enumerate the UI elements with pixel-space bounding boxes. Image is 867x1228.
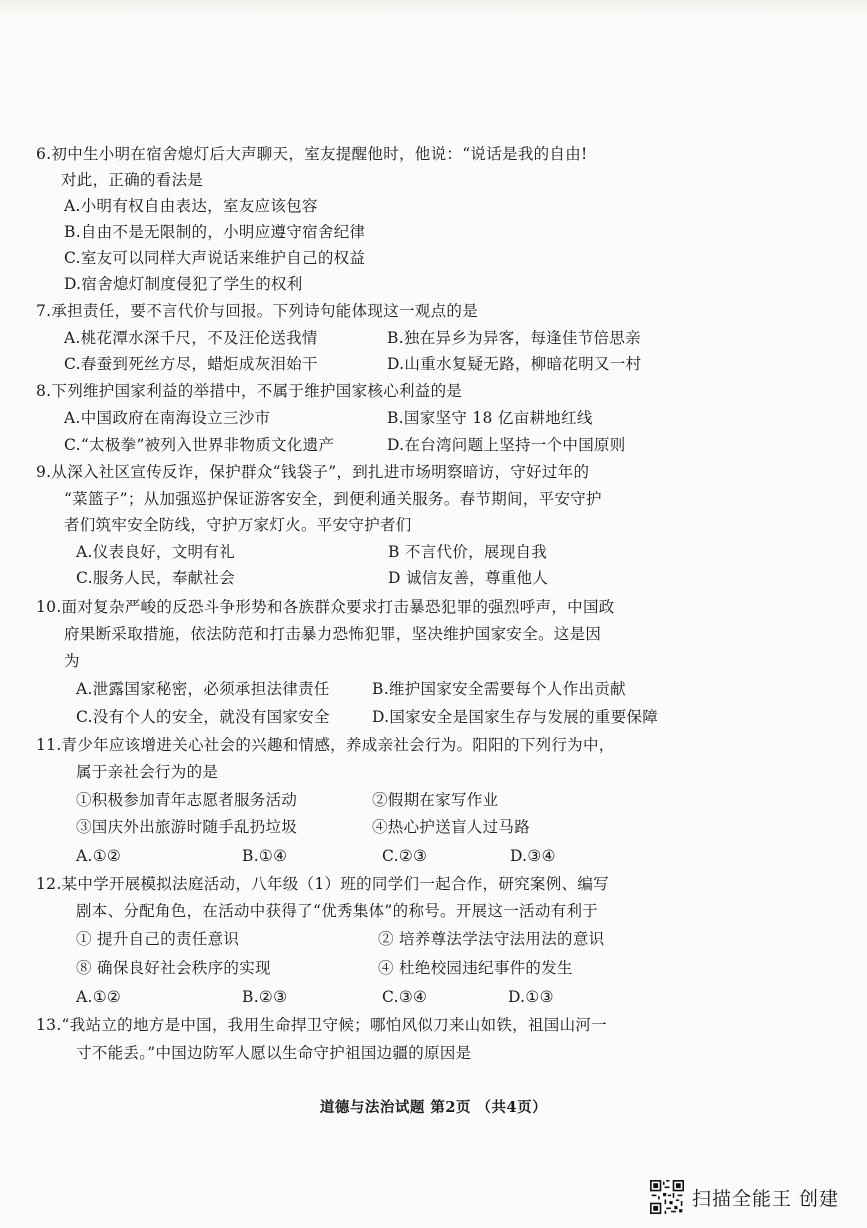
q13-stem-cont: 寸不能丢。”中国边防军人愿以生命守护祖国边疆的原因是 [76,1044,472,1062]
q11-statement-2: ②假期在家写作业 [372,791,499,809]
q11-statement-3: ③国庆外出旅游时随手乱扔垃圾 [76,818,298,836]
q7-option-b: B.独在异乡为异客，每逢佳节倍思亲 [387,329,641,347]
q10-option-c: C.没有个人的安全，就没有国家安全 [76,708,330,726]
scan-top-edge [0,0,867,14]
q10-option-a: A.泄露国家秘密，必须承担法律责任 [76,680,330,698]
q7-option-c: C.春蚕到死丝方尽，蜡炬成灰泪始干 [64,355,318,373]
q9-option-a: A.仪表良好，文明有礼 [76,543,235,561]
q9-stem-cont-2: 者们筑牢安全防线，守护万家灯火。平安守护者们 [64,516,412,534]
q12-statement-3: ⑧ 确保良好社会秩序的实现 [76,959,271,977]
q6-option-a: A.小明有权自由表达，室友应该包容 [64,197,318,215]
q10-stem: 10.面对复杂严峻的反恐斗争形势和各族群众要求打击暴恐犯罪的强烈呼声，中国政 [36,598,615,616]
q9-stem: 9.从深入社区宣传反诈，保护群众“钱袋子”，到扎进市场明察暗访，守好过年的 [36,463,590,481]
scanner-watermark [650,1180,839,1214]
q12-statement-1: ① 提升自己的责任意识 [76,930,240,948]
q12-option-b: B.②③ [242,988,288,1006]
q11-option-a: A.①② [76,847,122,865]
q9-option-c: C.服务人民，奉献社会 [76,569,236,587]
q12-stem: 12.某中学开展模拟法庭活动，八年级（1）班的同学们一起合作，研究案例、编写 [36,875,609,893]
q12-statement-4: ④ 杜绝校园违纪事件的发生 [378,959,573,977]
q6-stem-cont: 对此，正确的看法是 [61,171,204,189]
q12-option-c: C.③④ [382,988,428,1006]
qr-code-icon [650,1180,684,1214]
watermark-text: 扫描全能王 创建 [692,1187,840,1210]
q11-option-c: C.②③ [382,847,428,865]
q8-option-c: C.“太极拳”被列入世界非物质文化遗产 [64,436,335,454]
q11-statement-1: ①积极参加青年志愿者服务活动 [76,791,298,809]
q11-statement-4: ④热心护送盲人过马路 [372,818,531,836]
q11-stem: 11.青少年应该增进关心社会的兴趣和情感，养成亲社会行为。阳阳的下列行为中， [36,736,615,754]
q8-option-a: A.中国政府在南海设立三沙市 [64,409,271,427]
q11-option-d: D.③④ [510,847,556,865]
q8-option-b: B.国家坚守 18 亿亩耕地红线 [387,409,593,427]
q10-option-b: B.维护国家安全需要每个人作出贡献 [372,680,626,698]
page-footer: 道德与法治试题 第2页 （共4页） [319,1099,548,1116]
q6-stem: 6.初中生小明在宿舍熄灯后大声聊天，室友提醒他时，他说：“说话是我的自由! [36,145,588,163]
q13-stem: 13.“我站立的地方是中国，我用生命捍卫守候；哪怕风似刀来山如铁，祖国山河一 [36,1016,607,1034]
q9-option-b: B 不言代价，展现自我 [388,543,548,561]
q12-option-a: A.①② [76,988,122,1006]
q10-stem-cont-1: 府果断采取措施，依法防范和打击暴力恐怖犯罪，坚决维护国家安全。这是因 [64,625,602,643]
q12-stem-cont: 剧本、分配角色，在活动中获得了“优秀集体”的称号。开展这一活动有利于 [76,902,599,920]
q6-option-c: C.室友可以同样大声说话来维护自己的权益 [64,249,366,267]
q11-stem-cont: 属于亲社会行为的是 [76,763,219,781]
q7-option-d: D.山重水复疑无路，柳暗花明又一村 [387,355,642,373]
q6-option-b: B.自由不是无限制的，小明应遵守宿舍纪律 [64,223,366,241]
q9-stem-cont-1: “菜篮子”；从加强巡护保证游客安全，到便利通关服务。春节期间，平安守护 [64,490,602,508]
q12-statement-2: ② 培养尊法学法守法用法的意识 [378,930,605,948]
q8-stem: 8.下列维护国家利益的举措中，不属于维护国家核心利益的是 [36,382,463,400]
q9-option-d: D 诚信友善，尊重他人 [388,569,549,587]
q8-option-d: D.在台湾问题上坚持一个中国原则 [387,436,626,454]
q6-option-d: D.宿舍熄灯制度侵犯了学生的权利 [64,275,303,293]
q11-option-b: B.①④ [242,847,288,865]
q7-option-a: A.桃花潭水深千尺，不及汪伦送我情 [64,329,318,347]
q7-stem: 7.承担责任，要不言代价与回报。下列诗句能体现这一观点的是 [36,302,478,320]
q12-option-d: D.①③ [508,988,554,1006]
q10-option-d: D.国家安全是国家生存与发展的重要保障 [372,708,659,726]
q10-stem-cont-2: 为 [64,652,80,670]
